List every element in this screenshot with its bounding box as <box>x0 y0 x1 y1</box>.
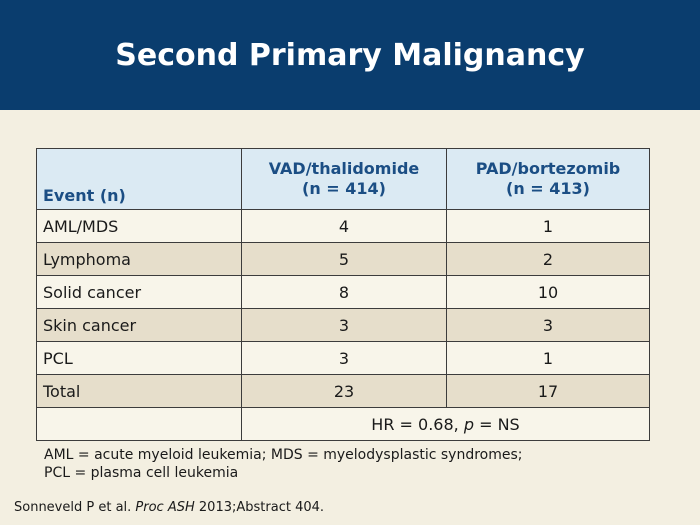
header-pad <box>447 149 650 210</box>
row-vad: 5 <box>242 243 447 276</box>
row-vad: 23 <box>242 375 447 408</box>
hr-prefix: HR = 0.68, <box>371 414 464 434</box>
slide-title: Second Primary Malignancy <box>115 37 585 73</box>
table-row <box>37 309 650 342</box>
row-vad: 8 <box>242 276 447 309</box>
table-row <box>37 375 650 408</box>
table-row <box>37 276 650 309</box>
row-pad: 3 <box>447 309 650 342</box>
table-row <box>37 210 650 243</box>
row-pad: 10 <box>447 276 650 309</box>
row-event: AML/MDS <box>37 210 242 243</box>
citation-journal: Proc ASH <box>135 500 195 515</box>
table-header-row <box>37 149 650 210</box>
citation-prefix: Sonneveld P et al. <box>14 500 136 515</box>
hr-cell <box>242 408 650 441</box>
header-vad-line1: VAD/thalidomide <box>268 159 420 178</box>
header-event: Event (n) <box>37 149 242 210</box>
row-vad: 3 <box>242 342 447 375</box>
hr-empty-cell <box>37 408 242 441</box>
header-pad-line1: PAD/bortezomib <box>475 159 621 178</box>
row-event: Solid cancer <box>37 276 242 309</box>
row-event: Skin cancer <box>37 309 242 342</box>
title-bar <box>0 0 700 110</box>
hr-suffix: = NS <box>473 414 520 434</box>
header-vad-line2: (n = 414) <box>302 179 386 198</box>
hr-row <box>37 408 650 441</box>
header-vad <box>242 149 447 210</box>
row-pad: 1 <box>447 210 650 243</box>
row-pad: 2 <box>447 243 650 276</box>
citation-suffix: 2013;Abstract 404. <box>194 500 325 515</box>
row-event: Lymphoma <box>37 243 242 276</box>
citation <box>14 500 324 515</box>
row-vad: 3 <box>242 309 447 342</box>
header-pad-line2: (n = 413) <box>506 179 590 198</box>
row-event: Total <box>37 375 242 408</box>
row-event: PCL <box>37 342 242 375</box>
table-row <box>37 342 650 375</box>
malignancy-table <box>36 148 650 441</box>
footnote-line1: AML = acute myeloid leukemia; MDS = myelodysplastic syndromes; <box>44 447 523 463</box>
footnote-line2: PCL = plasma cell leukemia <box>44 465 239 481</box>
hr-p: p <box>463 414 474 434</box>
row-vad: 4 <box>242 210 447 243</box>
footnote <box>44 446 523 482</box>
row-pad: 17 <box>447 375 650 408</box>
table-row <box>37 243 650 276</box>
row-pad: 1 <box>447 342 650 375</box>
